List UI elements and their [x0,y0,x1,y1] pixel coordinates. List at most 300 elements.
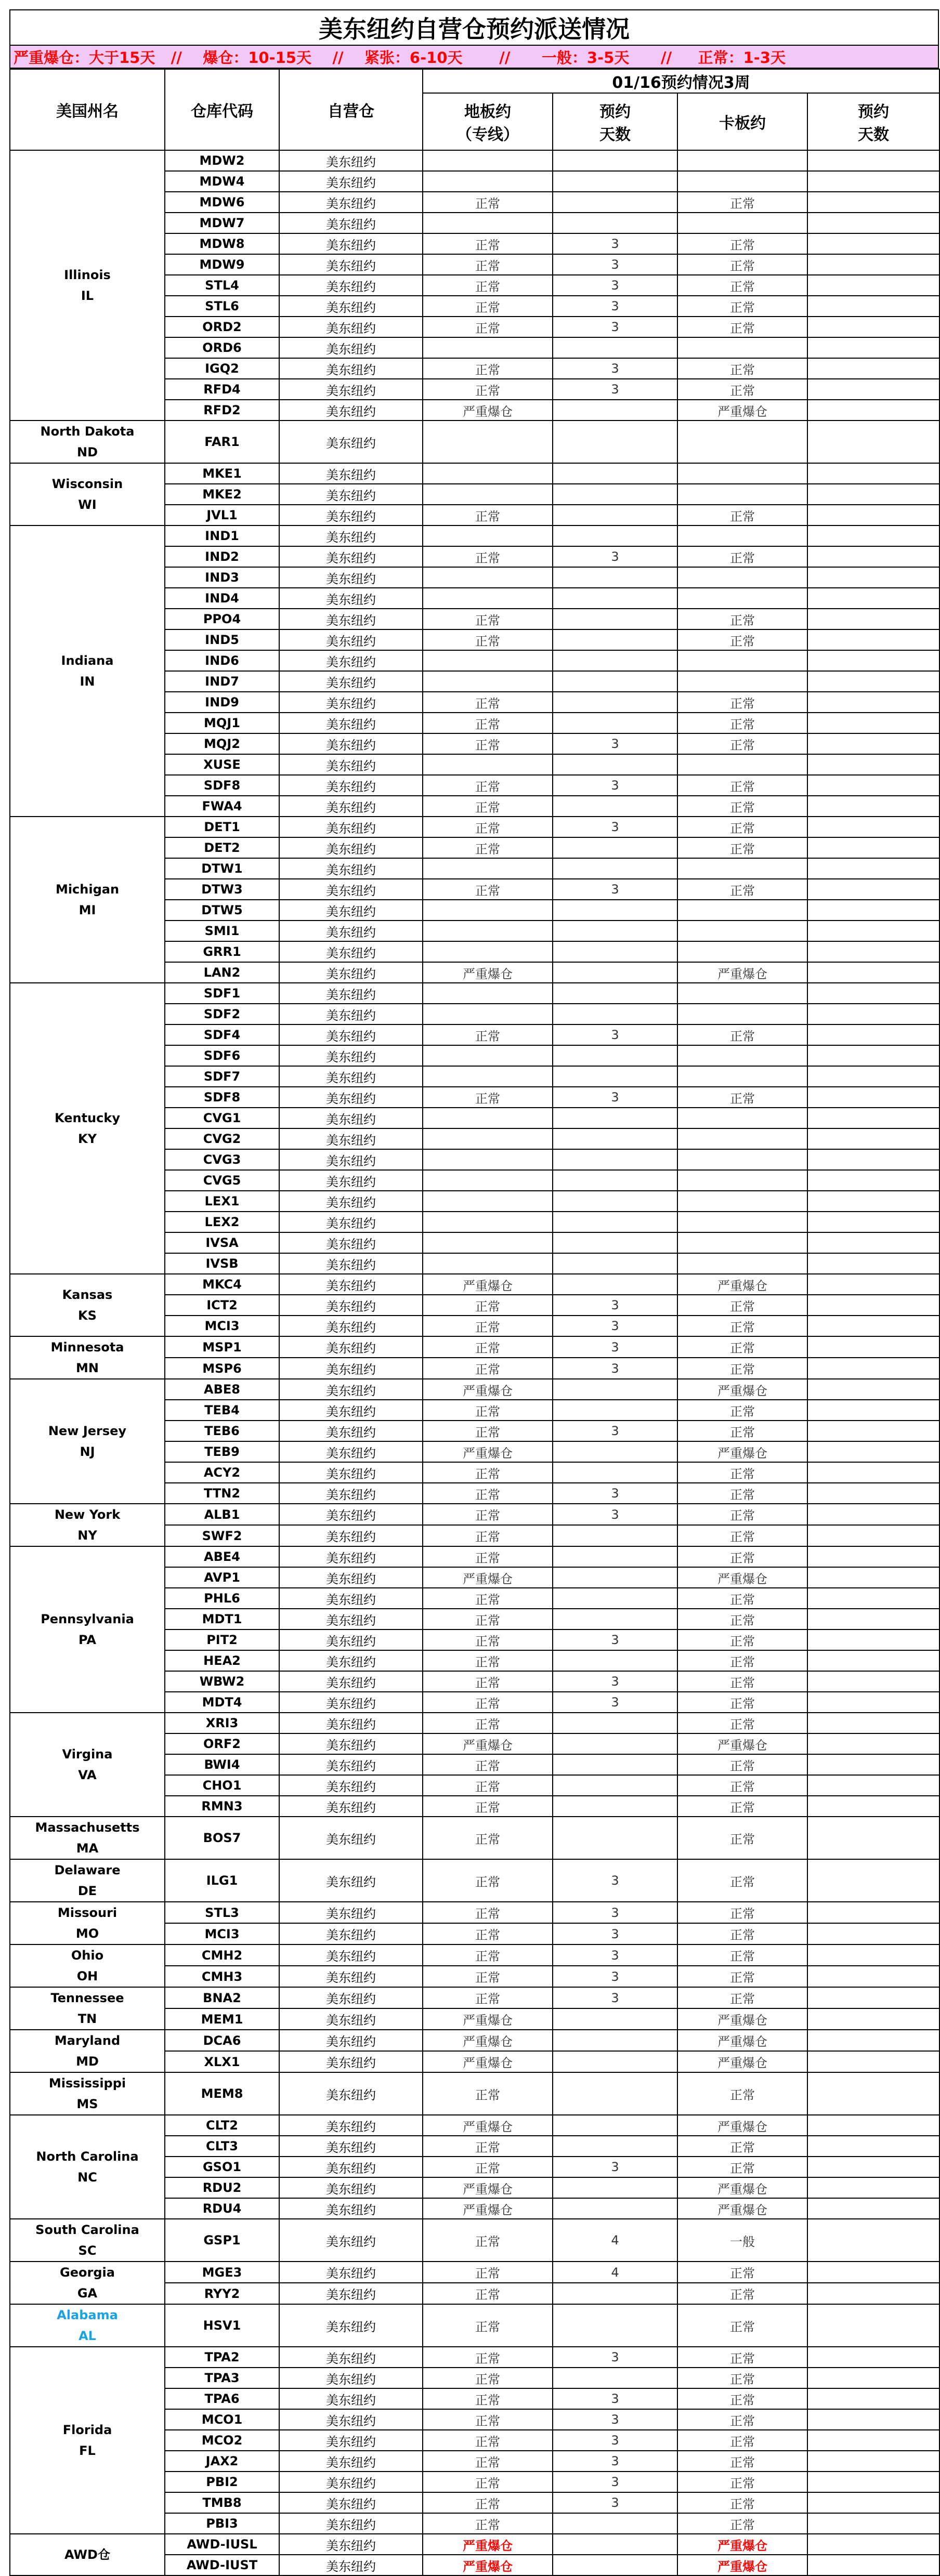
pallet-status: 正常 [677,296,807,317]
floor-status: 正常 [423,2409,553,2430]
floor-status: 正常 [423,796,553,817]
warehouse-code: HEA2 [165,1650,279,1671]
self-warehouse: 美东纽约 [279,213,423,233]
pallet-status: 严重爆仓 [677,1733,807,1754]
self-warehouse: 美东纽约 [279,400,423,420]
table-row [10,2534,939,2555]
floor-status [423,1128,553,1149]
pallet-days [807,484,939,505]
self-warehouse: 美东纽约 [279,2198,423,2219]
pallet-status: 正常 [677,546,807,567]
table-row [10,983,939,1004]
pallet-days [807,1859,939,1902]
self-warehouse: 美东纽约 [279,317,423,337]
table-row [10,2115,939,2136]
floor-status: 正常 [423,733,553,754]
warehouse-code: DTW5 [165,900,279,921]
floor-status [423,213,553,233]
self-warehouse: 美东纽约 [279,420,423,463]
warehouse-code: CMH3 [165,1966,279,1987]
floor-status: 正常 [423,629,553,650]
pallet-status: 严重爆仓 [677,2177,807,2198]
pallet-status: 正常 [677,1650,807,1671]
pallet-days [807,2492,939,2513]
state-name: New York NY [10,1504,165,1546]
floor-status: 正常 [423,2072,553,2115]
floor-status: 正常 [423,1966,553,1987]
table-row [10,1713,939,1733]
self-warehouse: 美东纽约 [279,463,423,484]
warehouse-code: DET2 [165,837,279,858]
table-row [10,1336,939,1358]
pallet-status: 严重爆仓 [677,2555,807,2575]
pallet-status: 正常 [677,1713,807,1733]
self-warehouse: 美东纽约 [279,1483,423,1504]
pallet-days [807,754,939,775]
warehouse-code: CVG2 [165,1128,279,1149]
pallet-status: 正常 [677,317,807,337]
pallet-status: 正常 [677,1796,807,1817]
floor-days [553,2513,677,2534]
floor-status: 正常 [423,1336,553,1358]
pallet-status: 正常 [677,192,807,213]
pallet-status: 正常 [677,1024,807,1045]
self-warehouse: 美东纽约 [279,1108,423,1128]
pallet-days [807,1775,939,1796]
pallet-days [807,233,939,254]
self-warehouse: 美东纽约 [279,775,423,796]
floor-days [553,900,677,921]
pallet-status: 严重爆仓 [677,2008,807,2030]
warehouse-code: DET1 [165,817,279,837]
state-name: North Dakota ND [10,420,165,463]
warehouse-code: MDW7 [165,213,279,233]
floor-status: 正常 [423,296,553,317]
floor-days [553,2008,677,2030]
floor-days [553,525,677,546]
pallet-days [807,629,939,650]
pallet-days [807,546,939,567]
pallet-days [807,2157,939,2177]
warehouse-code: MEM8 [165,2072,279,2115]
pallet-status: 正常 [677,1902,807,1923]
floor-days [553,2115,677,2136]
pallet-days [807,1253,939,1274]
pallet-status: 正常 [677,379,807,400]
floor-status: 正常 [423,1525,553,1546]
floor-days [553,1733,677,1754]
floor-status: 正常 [423,505,553,525]
pallet-status: 严重爆仓 [677,1441,807,1462]
self-warehouse: 美东纽约 [279,2136,423,2157]
pallet-status: 正常 [677,1504,807,1525]
self-warehouse: 美东纽约 [279,1232,423,1253]
pallet-days [807,1421,939,1441]
floor-status [423,525,553,546]
self-warehouse: 美东纽约 [279,754,423,775]
pallet-status: 正常 [677,1754,807,1775]
self-warehouse: 美东纽约 [279,858,423,879]
warehouse-code: IND7 [165,671,279,692]
pallet-status: 正常 [677,1546,807,1567]
floor-days: 3 [553,1421,677,1441]
warehouse-code: WBW2 [165,1671,279,1692]
state-name: Massachusetts MA [10,1817,165,1859]
warehouse-code: IND9 [165,692,279,713]
warehouse-code: FAR1 [165,420,279,463]
floor-days [553,505,677,525]
floor-days: 3 [553,2409,677,2430]
pallet-status: 正常 [677,775,807,796]
self-warehouse: 美东纽约 [279,1024,423,1045]
floor-days [553,1525,677,1546]
warehouse-code: RDU4 [165,2198,279,2219]
header-self: 自营仓 [279,69,423,150]
pallet-status: 正常 [677,358,807,379]
warehouse-code: CLT2 [165,2115,279,2136]
self-warehouse: 美东纽约 [279,2368,423,2388]
warehouse-code: MDW8 [165,233,279,254]
pallet-days [807,2283,939,2304]
floor-days [553,420,677,463]
self-warehouse: 美东纽约 [279,1212,423,1232]
floor-days [553,1588,677,1609]
table-row [10,420,939,463]
warehouse-code: STL6 [165,296,279,317]
floor-days [553,213,677,233]
self-warehouse: 美东纽约 [279,983,423,1004]
table-row [10,2219,939,2262]
warehouse-code: ILG1 [165,1859,279,1902]
floor-status: 严重爆仓 [423,2177,553,2198]
warehouse-code: STL4 [165,275,279,296]
table-row [10,2262,939,2283]
pallet-days [807,2115,939,2136]
floor-status: 严重爆仓 [423,2008,553,2030]
self-warehouse: 美东纽约 [279,1733,423,1754]
floor-days: 3 [553,317,677,337]
table-body [10,150,939,2575]
floor-status: 正常 [423,1024,553,1045]
warehouse-code: SDF8 [165,1087,279,1108]
self-warehouse: 美东纽约 [279,1295,423,1316]
state-name: Delaware DE [10,1859,165,1902]
floor-days: 3 [553,775,677,796]
warehouse-code: ABE4 [165,1546,279,1567]
pallet-status: 正常 [677,2430,807,2451]
pallet-status [677,858,807,879]
self-warehouse: 美东纽约 [279,1066,423,1087]
floor-status [423,1066,553,1087]
floor-status: 严重爆仓 [423,1733,553,1754]
table-row [10,2304,939,2347]
pallet-days [807,1004,939,1024]
self-warehouse: 美东纽约 [279,2555,423,2575]
warehouse-code: CVG1 [165,1108,279,1128]
floor-days: 3 [553,296,677,317]
floor-days: 3 [553,254,677,275]
pallet-days [807,420,939,463]
floor-status [423,671,553,692]
floor-status: 严重爆仓 [423,1379,553,1400]
pallet-days [807,921,939,941]
floor-days [553,1232,677,1253]
table-row [10,2072,939,2115]
floor-status: 严重爆仓 [423,1567,553,1588]
warehouse-code: MQJ2 [165,733,279,754]
state-name: Wisconsin WI [10,463,165,525]
warehouse-code: BWI4 [165,1754,279,1775]
pallet-days [807,941,939,962]
pallet-status [677,900,807,921]
warehouse-code: ORD2 [165,317,279,337]
self-warehouse: 美东纽约 [279,1692,423,1713]
pallet-status: 正常 [677,2451,807,2472]
warehouse-code: SDF8 [165,775,279,796]
warehouse-code: BNA2 [165,1987,279,2008]
floor-days [553,1253,677,1274]
floor-days: 3 [553,2157,677,2177]
warehouse-code: MDW6 [165,192,279,213]
floor-days: 3 [553,379,677,400]
pallet-status [677,484,807,505]
self-warehouse: 美东纽约 [279,505,423,525]
self-warehouse: 美东纽约 [279,1754,423,1775]
pallet-days [807,650,939,671]
pallet-status [677,650,807,671]
warehouse-code: STL3 [165,1902,279,1923]
warehouse-code: CLT3 [165,2136,279,2157]
table-row [10,1902,939,1923]
floor-days: 3 [553,1087,677,1108]
self-warehouse: 美东纽约 [279,2008,423,2030]
pallet-days [807,505,939,525]
floor-days [553,962,677,983]
pallet-days [807,1588,939,1609]
floor-status: 正常 [423,609,553,629]
warehouse-code: PPO4 [165,609,279,629]
floor-days [553,1379,677,1400]
floor-days [553,1817,677,1859]
pallet-days [807,463,939,484]
floor-status [423,983,553,1004]
floor-days [553,2534,677,2555]
warehouse-code: ABE8 [165,1379,279,1400]
self-warehouse: 美东纽约 [279,2157,423,2177]
pallet-status: 正常 [677,1609,807,1629]
pallet-days [807,2534,939,2555]
pallet-days [807,1170,939,1191]
floor-status: 正常 [423,2472,553,2492]
warehouse-code: TPA2 [165,2347,279,2368]
pallet-days [807,1902,939,1923]
pallet-days [807,2472,939,2492]
floor-days: 3 [553,1902,677,1923]
self-warehouse: 美东纽约 [279,1817,423,1859]
floor-days [553,1546,677,1567]
pallet-days [807,2368,939,2388]
warehouse-code: TEB6 [165,1421,279,1441]
pallet-days [807,1462,939,1483]
floor-days: 3 [553,358,677,379]
pallet-status: 严重爆仓 [677,1274,807,1295]
pallet-days [807,1128,939,1149]
pallet-days [807,150,939,171]
floor-status: 正常 [423,1483,553,1504]
pallet-status [677,1191,807,1212]
warehouse-code: SDF1 [165,983,279,1004]
floor-status: 正常 [423,233,553,254]
pallet-days [807,171,939,192]
pallet-days [807,775,939,796]
floor-status [423,1045,553,1066]
warehouse-code: MDT4 [165,1692,279,1713]
warehouse-code: AWD-IUST [165,2555,279,2575]
warehouse-code: MEM1 [165,2008,279,2030]
floor-days [553,1775,677,1796]
pallet-days [807,1024,939,1045]
warehouse-code: SDF7 [165,1066,279,1087]
warehouse-code: MCO2 [165,2430,279,2451]
pallet-status: 正常 [677,1817,807,1859]
warehouse-code: RMN3 [165,1796,279,1817]
pallet-status [677,213,807,233]
floor-status: 正常 [423,2513,553,2534]
floor-days: 3 [553,275,677,296]
floor-days: 3 [553,1629,677,1650]
pallet-days [807,254,939,275]
floor-days: 3 [553,233,677,254]
pallet-status [677,1212,807,1232]
warehouse-code: CMH2 [165,1944,279,1966]
floor-days [553,1212,677,1232]
pallet-status: 正常 [677,837,807,858]
self-warehouse: 美东纽约 [279,1441,423,1462]
floor-days [553,858,677,879]
floor-status: 正常 [423,1775,553,1796]
state-name: Georgia GA [10,2262,165,2304]
floor-status: 严重爆仓 [423,1274,553,1295]
floor-days [553,671,677,692]
self-warehouse: 美东纽约 [279,1650,423,1671]
self-warehouse: 美东纽约 [279,671,423,692]
floor-days [553,150,677,171]
floor-days [553,796,677,817]
floor-days [553,983,677,1004]
floor-days [553,1754,677,1775]
table-row [10,1546,939,1567]
floor-status: 正常 [423,2388,553,2409]
state-name: Indiana IN [10,525,165,817]
self-warehouse: 美东纽约 [279,1902,423,1923]
state-name: Missouri MO [10,1902,165,1944]
pallet-days [807,1108,939,1128]
self-warehouse: 美东纽约 [279,962,423,983]
self-warehouse: 美东纽约 [279,1128,423,1149]
warehouse-code: ICT2 [165,1295,279,1316]
self-warehouse: 美东纽约 [279,1004,423,1024]
table-row [10,1944,939,1966]
floor-status: 正常 [423,1923,553,1944]
pallet-status: 正常 [677,1671,807,1692]
warehouse-code: RFD2 [165,400,279,420]
self-warehouse: 美东纽约 [279,1944,423,1966]
self-warehouse: 美东纽约 [279,921,423,941]
self-warehouse: 美东纽约 [279,233,423,254]
floor-days: 3 [553,2430,677,2451]
state-name: Michigan MI [10,817,165,983]
pallet-status: 正常 [677,1336,807,1358]
floor-days: 3 [553,546,677,567]
floor-days [553,2368,677,2388]
self-warehouse: 美东纽约 [279,1567,423,1588]
pallet-days [807,1944,939,1966]
floor-days [553,2555,677,2575]
floor-days: 3 [553,1504,677,1525]
floor-days: 3 [553,1336,677,1358]
floor-status [423,1004,553,1024]
self-warehouse: 美东纽约 [279,1170,423,1191]
floor-days [553,1650,677,1671]
floor-days [553,1441,677,1462]
pallet-days [807,1733,939,1754]
pallet-days [807,1609,939,1629]
floor-days [553,1170,677,1191]
self-warehouse: 美东纽约 [279,192,423,213]
pallet-status: 正常 [677,1923,807,1944]
self-warehouse: 美东纽约 [279,1462,423,1483]
self-warehouse: 美东纽约 [279,1966,423,1987]
pallet-days [807,1650,939,1671]
self-warehouse: 美东纽约 [279,2304,423,2347]
self-warehouse: 美东纽约 [279,150,423,171]
self-warehouse: 美东纽约 [279,941,423,962]
pallet-days [807,1754,939,1775]
floor-status: 正常 [423,1316,553,1336]
warehouse-code: MDW9 [165,254,279,275]
header-code: 仓库代码 [165,69,279,150]
pallet-status: 正常 [677,2136,807,2157]
pallet-status [677,1108,807,1128]
floor-status [423,1191,553,1212]
pallet-days [807,213,939,233]
floor-days: 3 [553,1671,677,1692]
pallet-days [807,588,939,609]
pallet-status [677,463,807,484]
self-warehouse: 美东纽约 [279,2072,423,2115]
floor-days [553,1004,677,1024]
floor-status: 正常 [423,2347,553,2368]
pallet-status: 正常 [677,505,807,525]
warehouse-code: SDF4 [165,1024,279,1045]
pallet-days [807,1567,939,1588]
table-row [10,1987,939,2008]
pallet-days [807,2388,939,2409]
floor-days [553,921,677,941]
floor-status [423,650,553,671]
pallet-days [807,525,939,546]
floor-status: 严重爆仓 [423,962,553,983]
floor-status: 正常 [423,1358,553,1379]
pallet-days [807,337,939,358]
floor-status [423,1232,553,1253]
pallet-days [807,671,939,692]
floor-days: 3 [553,1295,677,1316]
pallet-days [807,1191,939,1212]
pallet-status: 正常 [677,1944,807,1966]
warehouse-code: JAX2 [165,2451,279,2472]
self-warehouse: 美东纽约 [279,2409,423,2430]
